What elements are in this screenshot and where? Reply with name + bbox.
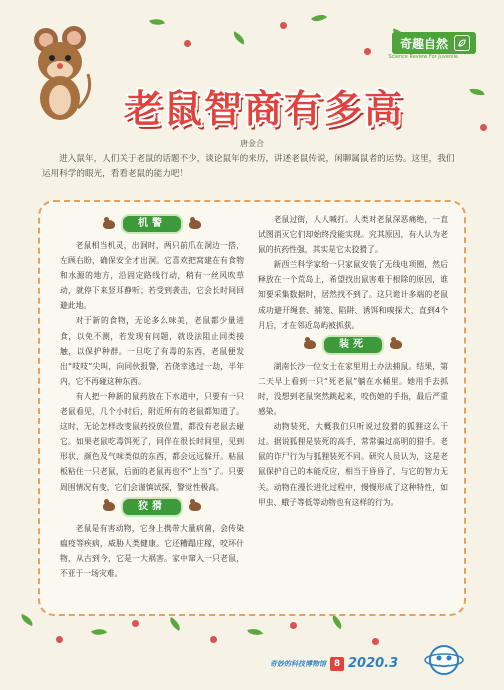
mouse-icon (189, 502, 201, 511)
section-heading-jiaohua (60, 497, 244, 517)
paragraph: 动物装死，大概我们只听说过狡猾的狐狸这么干过。据说狐狸是装死的高手，常常骗过高明的猎手。老鼠的诈尸行为与狐狸装死不同。研究人员认为，这是老鼠保护自己的本能反应，相当于昏昏了，与它的智力无关。动物在漫长进化过程中，慢慢形成了这种特性，如甲虫、蛾子等低等动物也有这样的行为。 (258, 422, 448, 507)
paragraph: 老鼠过街，人人喊打。人类对老鼠深恶痛绝，一直试图消灭它们却始终没能实现。究其原因，有人认为老鼠的抗药性强，其实是它太狡猾了。 (258, 215, 448, 255)
brand-badge (392, 32, 476, 54)
section-title-jingjue: 机警 (121, 214, 183, 234)
left-column (60, 212, 244, 581)
paragraph: 湖南长沙一位女士在家里用土办法捕鼠。结果，第二天早上看到一只“死老鼠”躺在水桶里。她用手去抓时，没想到老鼠突然跳起来，咬伤她的手指，最后严重感染。 (258, 361, 448, 417)
issue-number: 2020.3 (348, 656, 399, 671)
article-author: 唐金合 (240, 139, 264, 148)
dot-decoration (210, 636, 217, 643)
dot-decoration (132, 620, 139, 627)
dot-decoration (280, 22, 287, 29)
mouse-icon (103, 220, 115, 229)
leaf-decoration (167, 617, 183, 631)
robot-icon (424, 640, 464, 680)
dot-decoration (372, 638, 379, 645)
dot-decoration (184, 40, 191, 47)
section-heading-jingjue (60, 214, 244, 234)
leaf-decoration (19, 614, 35, 626)
article-title-text: 老鼠智商有多高 (123, 86, 404, 131)
leaf-decoration (311, 11, 327, 26)
section-title-zhuangsi: 装死 (322, 335, 384, 355)
brand-name: 奇趣自然 (399, 36, 448, 51)
section-title-jiaohua: 狡猾 (121, 497, 183, 517)
page-number: 8 (330, 657, 344, 671)
section-heading-zhuangsi (258, 335, 448, 355)
mouse-icon (304, 340, 316, 349)
leaf-decoration (469, 87, 484, 97)
dot-decoration (480, 124, 487, 131)
magazine-name: 奇妙的科技博物馆 (270, 659, 326, 668)
leaf-decoration (247, 626, 263, 637)
paragraph: 对于新的食物，无论多么味美，老鼠都少量进食，以免不测，若发现有问题，就设法阻止同类接触，以保护种群。一旦吃了有毒的东西，老鼠便发出“吱吱”尖叫，向同伙报警，若侥幸逃过一劫，半年内，它不再碰这种东西。 (60, 316, 244, 386)
leaf-decoration (149, 16, 165, 28)
article-title (84, 80, 444, 130)
mouse-icon (103, 502, 115, 511)
paragraph: 老鼠是有害动物，它身上携带大量病菌，会传染瘟疫等疾病，威胁人类健康。它还糟蹋庄稼，咬坏什物，从古到今，它是一大祸害。家中窜入一只老鼠，不亚于一场灾难。 (60, 523, 244, 578)
leaf-icon (454, 35, 470, 51)
mouse-icon (390, 340, 402, 349)
footer-brand (270, 656, 398, 671)
paragraph: 老鼠相当机灵，出洞时，两只前爪在洞边一搭，左顾右盼，确保安全才出洞。它喜欢把窝建在有食物和水源的地方，沿固定路线行动，稍有一丝风吹草动，就停下来竖耳静听；若受到袭击，它会长时间回避此地。 (60, 241, 244, 311)
mouse-icon (189, 220, 201, 229)
leaf-decoration (329, 615, 345, 630)
paragraph: 新西兰科学家给一只家鼠安装了无线电项圈，然后释放在一个荒岛上，希望找出鼠害难于根除的原因，谁知要采集数据时，居然找不到了。这只诡计多端的老鼠成功避开绳套、捕笼、陷阱、诱饵和嗅探犬，直到4个月后，才在邻近岛屿被抓获。 (258, 260, 448, 330)
leaf-decoration (91, 625, 107, 638)
right-column (258, 212, 448, 510)
dot-decoration (56, 636, 63, 643)
dot-decoration (290, 622, 297, 629)
brand-subtitle: Science Review For Juvenile (388, 54, 458, 60)
article-intro: 进入鼠年，人们关于老鼠的话题不少，谈论鼠年的来历，讲述老鼠传说，闲聊属鼠者的运势。这里，我们运用科学的眼光，看看老鼠的能力吧！ (42, 154, 455, 179)
leaf-decoration (231, 31, 247, 44)
paragraph: 有人把一种新的鼠药放在下水道中，只要有一只老鼠看见，几个小时后，附近所有的老鼠都知道了。这时，无论怎样改变鼠药投放位置，都没有老鼠去碰它。如果老鼠吃毒饵死了，同伴在很长时间里，见到形状、颜色及气味类似的东西，都会远远躲开。粘鼠板粘住一只老鼠，后面的老鼠再也不“上当”了。只要周围情况有变，它们会谨慎试探，警觉性极高。 (60, 391, 244, 492)
dot-decoration (364, 48, 371, 55)
